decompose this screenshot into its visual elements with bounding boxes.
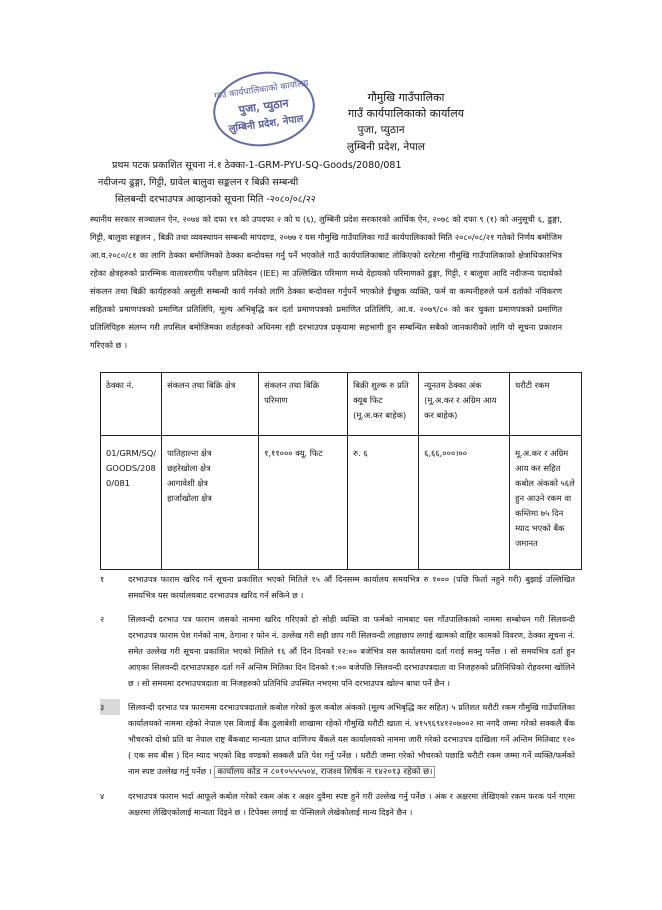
area-item: हार्जाखोला क्षेत्र xyxy=(167,493,212,503)
table-header-row xyxy=(101,373,582,436)
office-code-box: कार्यालय कोड न ८०१०५५५५०४, राजश्व शिर्षक न १४२०१३ रहेको छ। xyxy=(214,766,435,778)
office-name: गाउँ कार्यपालिकाको कार्यालय xyxy=(347,107,465,120)
term-text: सिलवन्दी दरभाउ पत्र फाराममा दरभाउपत्रदाताले कबोल गरेको कुल कबोल अंकको (मूल्य अभिबृद्धि कर सहित) ५ प्रतिशत धरौटी रकम गौमुखि गाउँपालिका कार्यालयको नाममा रहेको नेपाल एस बिजाई बैंक ठुलाबेशी शाखामा रहेको गौमुखि धरौटी खाता नं. ४१५९६९४१२०७००२ मा नगदै जम्मा गरेको सक्कलै बैंक भौचरको दोश्रो प्रति वा नेपाल राष्ट्र बैंकबाट मान्यता प्राप्त वाणिज्य बैंकले यस कार्यालयको नाममा जारी गरेको दरभाउपत्र दाखिला गर्ने अन्तिम मितिबाट १२० ( एक सय बीस ) दिन म्याद भएको बिड वण्डको सक्कलै प्रति पेश गर्नु पर्नेछ । धरौटी जम्मा गरेको भौचरको पछाडि धरौटी रकम जम्मा गर्ने व्यक्ति/फर्मको नाम स्पष्ट उल्लेख गर्नु पर्नेछ । xyxy=(128,702,575,776)
publication-notice-line: प्रथम पटक प्रकाशित सूचना नं.१ ठेक्का-1-GRM-PYU-SQ-Goods/2080/081 xyxy=(112,160,402,171)
intro-paragraph: स्थानीय सरकार सञ्चालन ऐन, २०७४ को दफा ११ को उपदफा २ को घ (६), लुम्बिनी प्रदेश सरकारको आर्थिक ऐन, २०७८ को दफा ९ (१) को अनुसूची ६, ढुङ्गा, गिट्टी, बालुवा सङ्कलन , बिक्री तथा व्यवस्थापन सम्बन्धी मापदण्ड, २०७७ र यस गौमुखि गाउँपालिका गाउँ कार्यपालिकाको मिति २०८०/०८/२१ गतेको निर्णय बमोजिम आ.व.२०८०/८१ का लागि ठेक्का बमोजिमको ठेक्का बन्दोवस्त गर्नु पर्ने भएकोले गाउँ कार्यपालिकाबाट तोकिएको दररेटमा गौमुखि गाउँपालिकाको क्षेत्राधिकारभित्र रहेका क्षेत्रहरुको प्रारम्भिक वातावरणीय परीक्षण प्रतिवेदन (IEE) मा उल्लिखित परिमाण मध्ये देहायको परिमाणको ढुङ्गा, गिट्टी, र बालुवा आदि नदीजन्य पदार्थको संकलन तथा बिक्री कार्यहरुको असुली सम्बन्धी कार्य गर्नको लागि ठेक्का बन्दोवस्त गर्नुपर्ने भएकोले ईच्छुक व्यक्ति, फर्म वा कम्पनीहरुले फर्म दर्ताको नविकरण सहितको प्रमाणपत्रको प्रमाणित प्रतिलिपि, मूल्य अभिबृद्धि कर दर्ता प्रमाणपत्रको प्रमाणित प्रतिलिपि, आ.व. २०७९/८० को कर चुक्ता प्रमाणपत्रको प्रमाणित प्रतिलिपिहरु संलग्न गरी तपसिल बमोजिमका शर्तहरुको अधिनमा रही दरभाउपत्र प्रकृयामा सहभागी हुन सम्बन्धित सबैको जानकारीको लागि यो सूचना प्रकाशन गरिएको छ । xyxy=(90,214,563,350)
col-quantity: संकलन तथा बिक्रि परिमाण xyxy=(259,373,348,436)
terms-list xyxy=(95,571,575,828)
cell-deposit: मू.अ.कर र अग्रिम आय कर सहित कबोल अंकको ५६ले हुन आउने रकम वा कम्तिमा ७५ दिन म्याद भएको बैंक जमानत xyxy=(510,436,582,570)
term-text: दरभाउपत्र फाराम भर्दा आफूले कबोल गरेको रकम अंक र अक्षर दुवैमा स्पष्ट हुने गरी उल्लेख गर्नु पर्नेछ । अंक र अक्षरमा लेखिएको रकम फरक पर्न गएमा अक्षरमा लेखिएकोलाई मान्यता दिइने छ । टिपेक्स लगाई वा पेन्सिलले लेखेकोलाई मान्य दिइने छैन । xyxy=(128,791,575,817)
term-text: सिलवन्दी दरभाउ पत्र फाराम जसको नाममा खरिद गरिएको हो सोही व्यक्ति वा फर्मको नामबाट यस गाँउपालिकाको नाममा सम्बोधन गरी सिलवन्दी दरभाउपत्र फाराम पेश गर्नको नाम, ठेगाना र फोन नं. उल्लेख गरी सही छाप गरी सिलवन्दी लाहाछाप लगाई खामको वाहिर कामको विवरण, ठेक्का सूचना नं. समेत उल्लेख गरी सूचना प्रकाशित भएको मितिले १६ औं दिन दिनको १२:०० बजेभित्र यस कार्यालयमा दर्ता गराई सक्नु पर्नेछ । सो समयभित्र दर्ता हुन आएका सिलवन्दी दरभाउपत्रहरु दर्ता गर्ने अन्तिम मितिका दिन दिनको १:०० बजेपछि सिलवन्दी दरभाउपत्रदाता वा निजहरुको प्रतिनिधिको रोहवरमा खोलिने छ । सो समयमा दरभाउपत्रदाता वा निजहरुको प्रतिनिधि उपस्थित नभएमा पनि दरभाउपत्र खोल्न बाधा पर्ने छैन । xyxy=(128,614,575,688)
term-item xyxy=(95,611,575,691)
cell-fee: रु. ६ xyxy=(348,436,419,570)
municipality-title: गौमुखि गाउँपालिका xyxy=(367,91,445,104)
term-item xyxy=(95,788,575,820)
area-item: छहरेखोला क्षेत्र xyxy=(167,463,211,473)
cell-contract-no: 01/GRM/SQ/ GOODS/208 0/081 xyxy=(101,436,162,570)
term-number: ३ xyxy=(100,699,120,715)
province-line: लुम्बिनी प्रदेश, नेपाल xyxy=(346,141,426,153)
seal-line-3: लुम्बिनी प्रदेश, नेपाल xyxy=(228,113,305,136)
area-item: आगावेशी क्षेत्र xyxy=(167,478,208,488)
term-number: २ xyxy=(100,614,105,624)
area-item: पातिहाल्ना क्षेत्र xyxy=(167,448,212,458)
term-number: ४ xyxy=(100,791,105,801)
term-item xyxy=(95,699,575,780)
col-fee: बिक्री शुल्क रु प्रति क्यूब फिट (मू.अ.कर बाहेक) xyxy=(348,373,419,436)
cell-areas xyxy=(162,436,259,570)
office-address: पुजा, प्युठान xyxy=(357,124,405,136)
invitation-date-line: सिलबन्दी दरभाउपत्र आव्हानको सूचना मिति -२०८०/०८/२२ xyxy=(115,194,316,205)
col-contract-no: ठेक्का नं. xyxy=(101,373,162,436)
seal-line-2: पुजा, प्युठान xyxy=(238,96,290,117)
col-min-amount: न्यूनतम ठेक्का अंक (मू.अ.कर र अग्रिम आय कर बाहेक) xyxy=(419,373,510,436)
term-item xyxy=(95,571,575,603)
term-text: दरभाउपत्र फाराम खरिद गर्न सूचना प्रकाशित भएको मितिले १५ औं दिनसम्म कार्यालय समयभित्र रु १००० (पछि फिर्ता नहुने गरी) बुझाई उल्लिखित समयभित्र यस कार्यालयबाट दरभाउपत्र खरिद गर्न सकिने छ । xyxy=(128,574,575,600)
cell-min-amount: ६,६६,०००।०० xyxy=(419,436,510,570)
col-deposit: धरौटी रकम xyxy=(510,373,582,436)
cell-quantity: १,११००० क्यू. फिट xyxy=(259,436,348,570)
table-row xyxy=(101,436,582,570)
col-area: संकलन तथा बिक्रि क्षेत्र xyxy=(162,373,259,436)
contract-table xyxy=(100,372,582,570)
term-number: १ xyxy=(100,574,105,584)
seal-line-1: गाउँ कार्यपालिकाको कार्यालय xyxy=(213,78,310,102)
notice-subject: नदीजन्य ढुङ्गा, गिट्टी, ग्रावेल बालुवा सङ्कलन र बिक्री सम्बन्धी xyxy=(98,177,299,188)
